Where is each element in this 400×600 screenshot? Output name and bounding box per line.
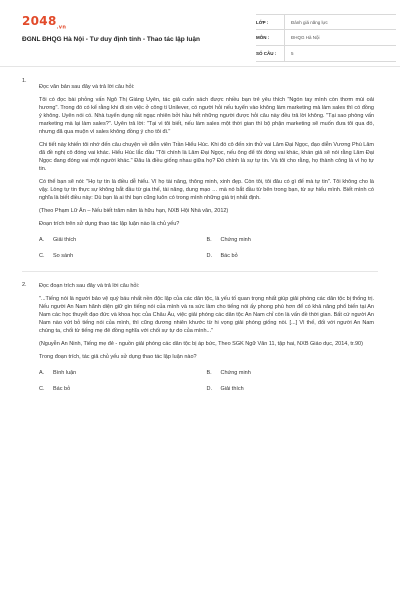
option-a[interactable]: A. Giải thích	[39, 237, 77, 243]
question-prompt: Đọc văn bản sau đây và trả lời câu hỏi:	[39, 84, 135, 90]
meta-row-count	[256, 46, 396, 62]
option-a[interactable]: A. Bình luận	[39, 370, 77, 376]
page-header	[0, 0, 400, 78]
option-c[interactable]: C. So sánh	[39, 253, 74, 259]
reading-passage	[39, 96, 374, 215]
question-body	[39, 83, 374, 260]
header-divider	[0, 66, 400, 67]
passage-source: (Theo Phạm Lữ Ân – Nếu biết trăm năm là hữu hạn, NXB Hội Nhà văn, 2012)	[39, 208, 229, 214]
question-divider	[22, 271, 378, 272]
meta-row-class	[256, 14, 396, 30]
reading-passage	[39, 295, 374, 348]
answer-options	[39, 236, 374, 260]
meta-value: ĐHQG Hà Nội	[291, 35, 320, 40]
question-prompt: Đọc đoạn trích sau đây và trả lời câu hỏi:	[39, 283, 140, 289]
passage-paragraph: Chi tiết này khiến tôi nhớ đến câu chuyện về diễn viên Trần Hiểu Húc. Khi đó cô đến xin thử vai Lâm Đại Ngọc, đạo diễn Vương Phù Lâm đã đề nghị cô đóng vai khác. Hiểu Húc lắc đầu "Tôi chính là Lâm Đại Ngọc, nếu ông để tôi đóng vai khác, khán giả sẽ nói rằng Lâm Đại Ngọc đang đóng vai một người khác." Đâu là điều giống nhau giữa họ? Đó chính là sự tự tin. Và tôi cho rằng, họ thành công là vì họ tự tin.	[39, 142, 374, 172]
question-ask: Trong đoạn trích, tác giả chủ yếu sử dụng thao tác lập luận nào?	[39, 354, 197, 360]
questions-list	[0, 78, 400, 393]
passage-paragraph: Có thể bạn sẽ nói: "Họ tự tin là điều dễ hiểu. Vì họ tài năng, thông minh, xinh đẹp. Còn tôi, tôi đâu có gì để mà tự tin". Tôi không cho là vậy. Lòng tự tin thực sự không bắt đầu từ gia thế, tài năng, dung mạo … mà nó bắt đầu từ bên trong bạn, từ sự hiểu mình. Biết mình có nghĩa là biết điều này: Dù bạn là ai thì bạn cũng luôn có trong mình những giá trị nhất định.	[39, 179, 374, 201]
document-meta-table	[256, 14, 396, 62]
document-title: ĐGNL ĐHQG Hà Nội - Tư duy định tính - Thao tác lập luận	[22, 36, 200, 43]
question-1	[22, 78, 374, 260]
question-body	[39, 282, 374, 393]
question-ask: Đoạn trích trên sử dụng thao tác lập luận nào là chủ yếu?	[39, 221, 180, 227]
passage-source: (Nguyễn An Ninh, Tiếng mẹ đẻ - nguồn giải phóng các dân tộc bị áp bức, Theo SGK Ngữ Văn 11, tập hai, NXB Giáo dục, 2014, tr.90)	[39, 341, 363, 347]
option-b[interactable]: B. Chứng minh	[206, 370, 251, 376]
question-number: 2.	[22, 282, 27, 288]
option-b[interactable]: B. Chứng minh	[206, 237, 251, 243]
question-2	[22, 282, 374, 393]
option-d[interactable]: D. Giải thích	[206, 386, 244, 392]
option-c[interactable]: C. Bác bỏ	[39, 386, 71, 392]
site-logo[interactable]: $2048_{.vn}$	[22, 14, 67, 31]
meta-key: LỚP :	[256, 19, 269, 25]
option-d[interactable]: D. Bác bỏ	[206, 253, 238, 259]
meta-key: SỐ CÂU :	[256, 51, 277, 56]
passage-paragraph: "...Tiếng nói là người bảo vệ quý báu nhất nền độc lập của các dân tộc, là yếu tố quan trọng nhất giúp giải phóng các dân tộc bị thống trị. Nếu người An Nam hãnh diện giữ gìn tiếng nói của mình và ra sức làm cho tiếng nói ấy phong phú hơn để có khả năng phổ biến tại An Nam các học thuyết đạo đức và khoa học của Châu Âu, việc giải phóng các dân tộc An Nam chỉ còn là vấn đề thời gian. Bất cứ người An Nam nào vứt bỏ tiếng nói của mình, thì cũng đương nhiên khước từ hi vọng giải phóng giống nòi. [...] Vì thế, đối với người An Nam chúng ta, chối từ tiếng mẹ đẻ đồng nghĩa với chối sự tự do của mình..."	[39, 296, 374, 334]
meta-value: Đánh giá năng lực	[291, 19, 328, 25]
question-number: 1.	[22, 78, 27, 84]
answer-options	[39, 369, 374, 393]
meta-row-subject	[256, 30, 396, 46]
meta-value: 5	[291, 51, 294, 56]
meta-key: MÔN :	[256, 35, 270, 40]
passage-paragraph: Tôi có đọc bài phỏng vấn Ngô Thị Giáng Uyên, tác giả cuốn sách được nhiều bạn trẻ yêu thích "Ngón tay mình còn thơm mùi oải hương". Trong đó có kể rằng khi đi xin việc ở công ti Unilever, có người hỏi nếu tuyển vào không làm marketing mà làm sales thì có đồng ý không. Uyên nói có. Nhà tuyển dụng rất ngạc nhiên bởi hầu hết những người được hỏi câu này đều trả lời không. "Tại sao phòng vấn marketing mà lại làm sales?". Uyên trả lời: "Tại vì tôi biết, nếu làm sales một thời gian thì bộ phận marketing sẽ muốn đưa tôi qua đó, nhưng đã qua muộn vì sales không đồng ý cho tôi đi."	[39, 97, 374, 135]
